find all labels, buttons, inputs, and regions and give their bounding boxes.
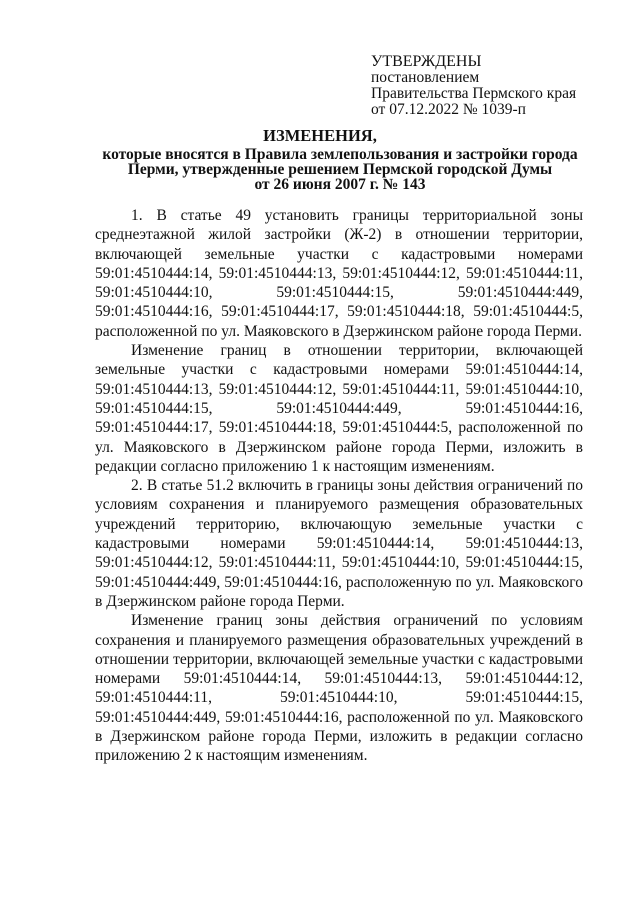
document-title: ИЗМЕНЕНИЯ,	[263, 126, 377, 145]
document-subtitle	[90, 147, 590, 192]
approval-line: от 07.12.2022 № 1039-п	[371, 101, 526, 118]
subtitle-line: которые вносятся в Правила землепользования и застройки города	[102, 146, 578, 163]
approval-line: Правительства Пермского края	[371, 85, 577, 102]
approval-line: постановлением	[371, 69, 480, 86]
subtitle-line: Перми, утвержденные решением Пермской городской Думы	[127, 161, 553, 178]
approval-title: УТВЕРЖДЕНЫ	[371, 53, 482, 70]
document-body	[95, 206, 583, 766]
paragraph: Изменение границ в отношении территории, включающей земельные участки с кадастровыми номерами 59:01:4510444:14, 59:01:4510444:13, 59:01:4510444:12, 59:01:4510444:11, 59:01:4510444:10, 59:01:4510444:15, 59:01:4510444:449, 59:01:4510444:16, 59:01:4510444:17, 59:01:4510444:18, 59:01:4510444:5, расположенной по ул. Маяковского в Дзержинском районе города Перми, изложить в редакции согласно приложению 1 к настоящим изменениям.	[95, 342, 583, 475]
paragraph: 2. В статье 51.2 включить в границы зоны действия ограничений по условиям сохранения и планируемого размещения образовательных учреждений территорию, включающую земельные участки с кадастровыми номерами 59:01:4510444:14, 59:01:4510444:13, 59:01:4510444:12, 59:01:4510444:11, 59:01:4510444:10, 59:01:4510444:15, 59:01:4510444:449, 59:01:4510444:16, расположенную по ул. Маяковского в Дзержинском районе города Перми.	[95, 477, 583, 610]
approval-stamp	[371, 54, 576, 118]
subtitle-line: от 26 июня 2007 г. № 143	[254, 176, 426, 193]
paragraph: 1. В статье 49 установить границы территориальной зоны среднеэтажной жилой застройки (Ж-2) в отношении территории, включающей земельные участки с кадастровыми номерами 59:01:4510444:14, 59:01:4510444:13, 59:01:4510444:12, 59:01:4510444:11, 59:01:4510444:10, 59:01:4510444:15, 59:01:4510444:449, 59:01:4510444:16, 59:01:4510444:17, 59:01:4510444:18, 59:01:4510444:5, расположенной по ул. Маяковского в Дзержинском районе города Перми.	[95, 207, 583, 340]
paragraph: Изменение границ зоны действия ограничений по условиям сохранения и планируемого размещения образовательных учреждений в отношении территории, включающей земельные участки с кадастровыми номерами 59:01:4510444:14, 59:01:4510444:13, 59:01:4510444:12, 59:01:4510444:11, 59:01:4510444:10, 59:01:4510444:15, 59:01:4510444:449, 59:01:4510444:16, расположенной по ул. Маяковского в Дзержинском районе города Перми, изложить в редакции согласно приложению 2 к настоящим изменениям.	[95, 612, 583, 765]
